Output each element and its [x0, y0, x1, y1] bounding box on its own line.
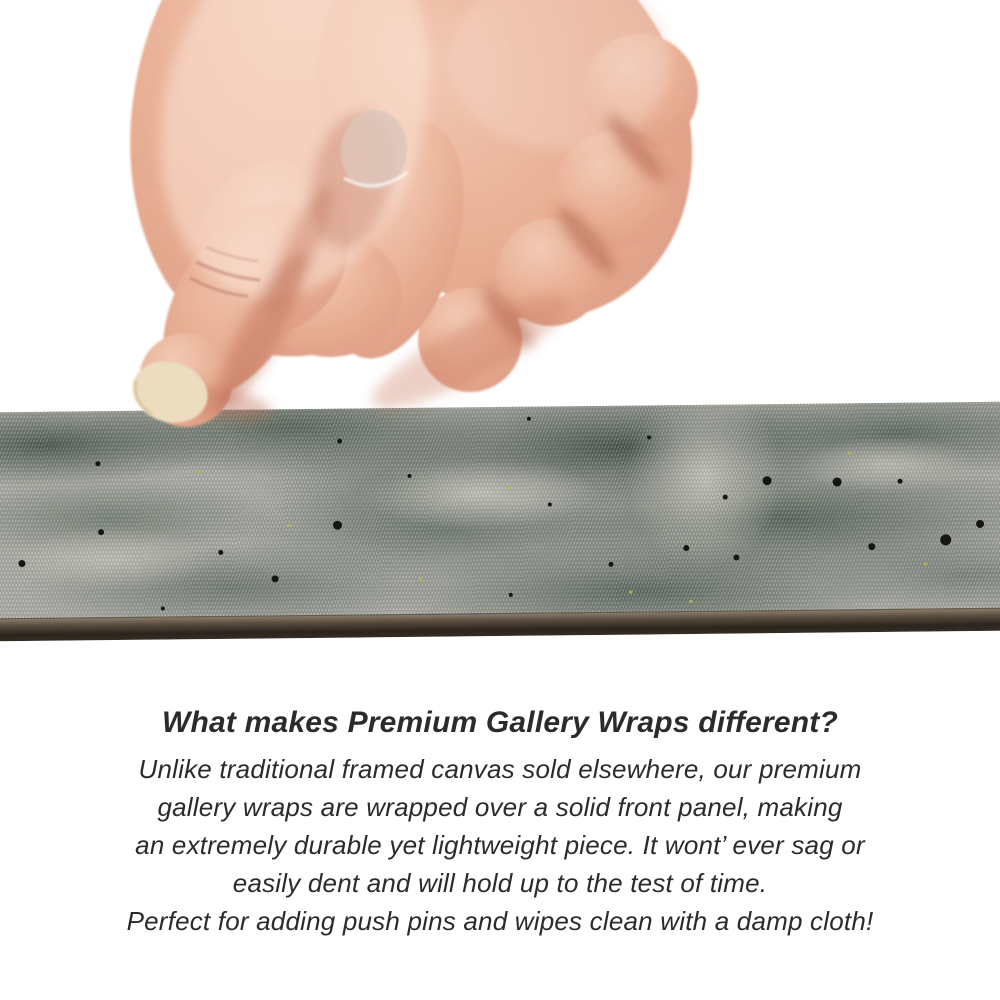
body-line-5: Perfect for adding push pins and wipes clean with a damp cloth! — [126, 906, 874, 936]
paint-speck — [629, 591, 633, 594]
canvas-hole — [161, 607, 165, 611]
paint-speck — [847, 451, 851, 454]
body-line-2: gallery wraps are wrapped over a solid front panel, making — [157, 792, 843, 822]
body-line-3: an extremely durable yet lightweight piece. It wont’ ever sag or — [135, 830, 865, 860]
hand-pressing-thumb — [0, 0, 700, 440]
canvas-hole — [763, 476, 772, 485]
canvas-hole — [98, 529, 104, 535]
body-line-1: Unlike traditional framed canvas sold elsewhere, our premium — [138, 754, 862, 784]
body-line-4: easily dent and will hold up to the test of time. — [232, 868, 768, 898]
canvas-hole — [976, 520, 984, 528]
canvas-hole — [723, 495, 728, 500]
paint-speck — [288, 524, 292, 527]
paint-speck — [197, 470, 201, 473]
canvas-hole — [683, 545, 689, 551]
canvas-hole — [898, 479, 903, 484]
canvas-hole — [272, 575, 279, 582]
canvas-hole — [18, 560, 25, 567]
canvas-hole — [509, 593, 513, 597]
canvas-hole — [940, 534, 951, 545]
canvas-hole — [608, 562, 613, 567]
canvas-hole — [868, 543, 875, 550]
canvas-hole — [408, 474, 412, 478]
paint-speck — [508, 487, 512, 490]
paint-speck — [689, 600, 693, 603]
headline: What makes Premium Gallery Wraps different? — [161, 706, 839, 739]
canvas-hole — [548, 502, 552, 506]
canvas-hole — [95, 461, 100, 466]
canvas-hole — [733, 554, 739, 560]
marketing-copy — [0, 702, 1000, 940]
canvas-hole — [333, 521, 342, 530]
paint-speck — [419, 578, 423, 581]
paint-speck — [923, 563, 927, 566]
canvas-hole — [833, 477, 842, 486]
canvas-hole — [218, 550, 223, 555]
